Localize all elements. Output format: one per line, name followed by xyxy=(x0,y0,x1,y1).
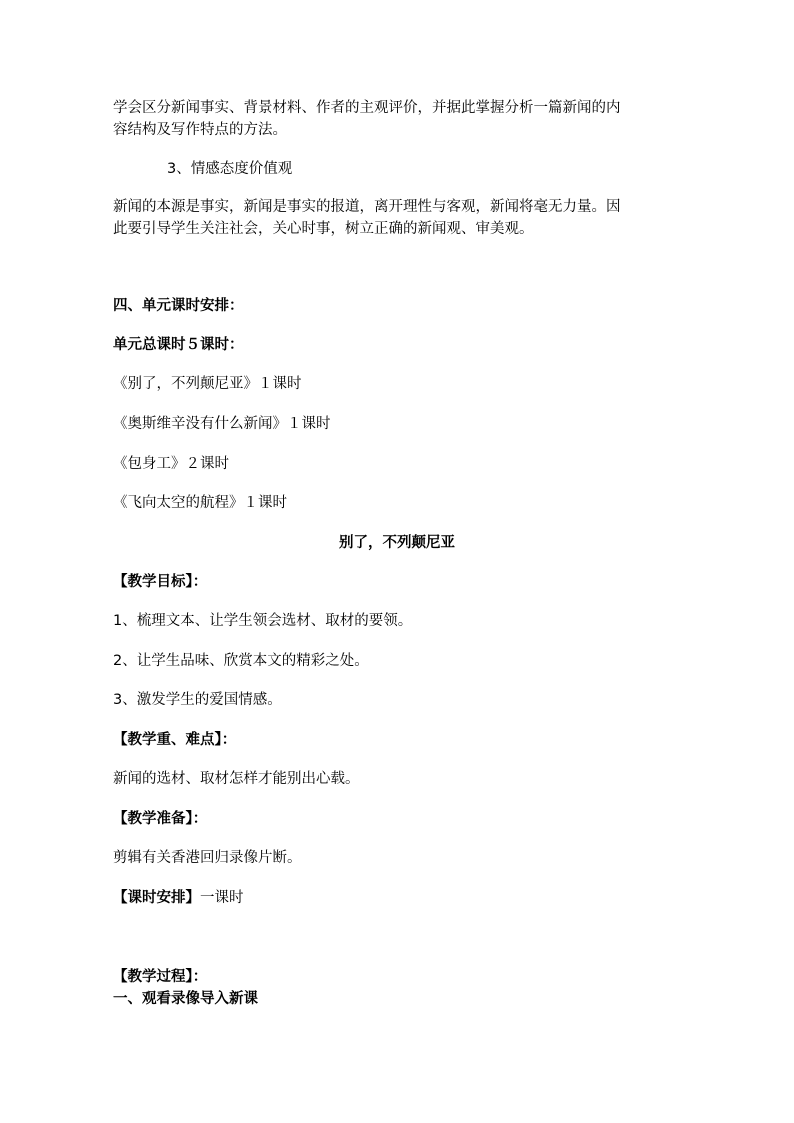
lesson-title: 别了，不列颠尼亚 xyxy=(339,535,455,551)
schedule-item: 《奥斯维辛没有什么新闻》１课时 xyxy=(113,416,331,432)
process-heading: 【教学过程】： xyxy=(113,969,208,985)
class-schedule-heading: 【课时安排】 xyxy=(113,890,200,906)
key-points-text: 新闻的选材、取材怎样才能别出心载。 xyxy=(113,771,360,787)
emotion-heading: 3、情感态度价值观 xyxy=(167,161,293,177)
schedule-item: 《别了，不列颠尼亚》１课时 xyxy=(113,376,302,392)
schedule-item: 《包身工》２课时 xyxy=(113,456,229,472)
process-step-1: 一、观看录像导入新课 xyxy=(113,991,258,1007)
emotion-text-line-2: 此要引导学生关注社会，关心时事，树立正确的新闻观、审美观。 xyxy=(113,221,534,237)
key-points-heading: 【教学重、难点】： xyxy=(113,732,237,748)
goal-item: 1、梳理文本、让学生领会选材、取材的要领。 xyxy=(113,613,413,629)
goal-item: 3、激发学生的爱国情感。 xyxy=(113,692,282,708)
schedule-total: 单元总课时５课时： xyxy=(113,337,244,353)
preparation-heading: 【教学准备】： xyxy=(113,811,208,827)
method-text-line-2: 容结构及写作特点的方法。 xyxy=(113,122,287,138)
goals-heading: 【教学目标】： xyxy=(113,574,208,590)
preparation-text: 剪辑有关香港回归录像片断。 xyxy=(113,850,302,866)
schedule-item: 《飞向太空的航程》１课时 xyxy=(113,495,287,511)
class-schedule-text: 一课时 xyxy=(200,890,244,906)
schedule-heading: 四、单元课时安排： xyxy=(113,298,244,314)
class-schedule-line xyxy=(113,887,683,909)
method-text-line-1: 学会区分新闻事实、背景材料、作者的主观评价，并据此掌握分析一篇新闻的内 xyxy=(113,100,621,116)
goal-item: 2、让学生品味、欣赏本文的精彩之处。 xyxy=(113,653,369,669)
emotion-text-line-1: 新闻的本源是事实，新闻是事实的报道，离开理性与客观，新闻将毫无力量。因 xyxy=(113,199,621,215)
